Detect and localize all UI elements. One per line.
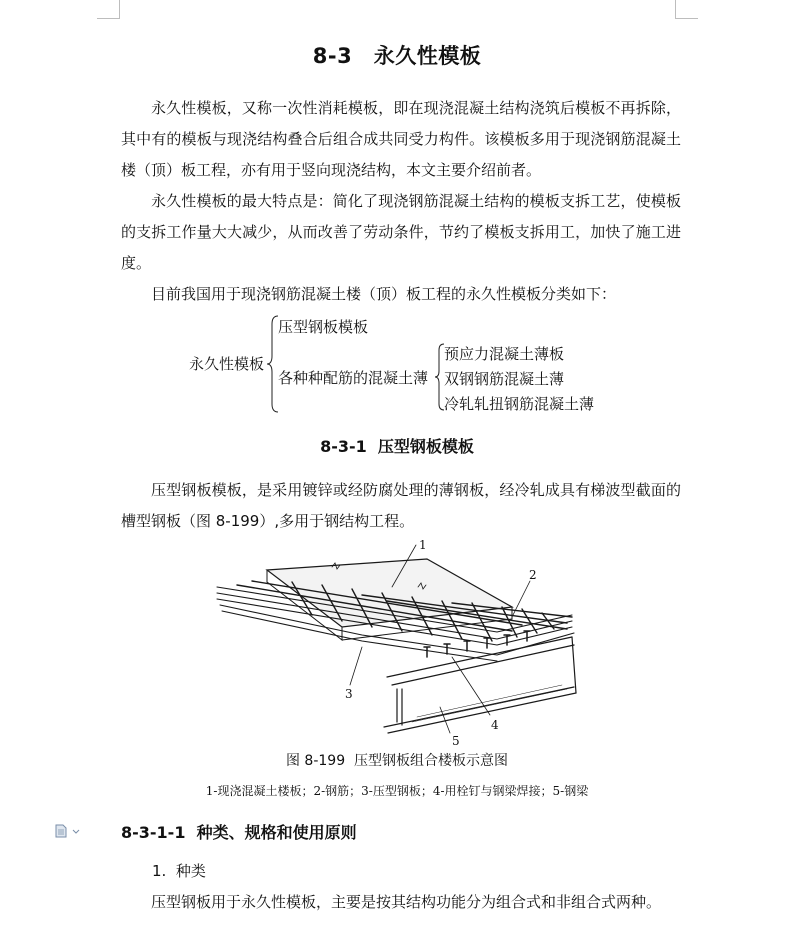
tree-leaf: 冷轧轧扭钢筋混凝土薄 — [444, 395, 595, 413]
figure-legend: 1-现浇混凝土楼板；2-钢筋；3-压型钢板；4-用栓钉与钢梁焊接；5-钢梁 — [205, 784, 589, 798]
subsection-heading: 8-3-1-1 种类、规格和使用原则 — [121, 823, 357, 842]
tree-root: 永久性模板 — [189, 355, 265, 373]
callout-5: 5 — [452, 734, 460, 747]
callout-4: 4 — [491, 718, 499, 732]
callout-1: 1 — [419, 538, 427, 552]
page-title: 8-3 永久性模板 — [312, 44, 482, 68]
steel-beam — [384, 637, 576, 733]
callout-3: 3 — [345, 687, 353, 701]
paragraph-types: 压型钢板用于永久性模板，主要是按其结构功能分为组合式和非组合式两种。 — [151, 893, 662, 911]
figure-caption: 图 8-199 压型钢板组合楼板示意图 — [285, 753, 509, 769]
tree-leaf: 预应力混凝土薄板 — [444, 345, 565, 363]
paragraph-steel-deck: 压型钢板模板，是采用镀锌或经防腐处理的薄钢板，经冷轧成具有梯波型截面的槽型钢板（图 8-199）,多用于钢结构工程。 — [121, 481, 681, 530]
tree-branch-steel: 压型钢板模板 — [278, 318, 369, 336]
tree-leaf: 双钢钢筋混凝土薄 — [444, 370, 565, 388]
crop-mark-left — [97, 0, 120, 19]
paragraph-intro: 永久性模板，又称一次性消耗模板，即在现浇混凝土结构浇筑后模板不再拆除，其中有的模板与现浇结构叠合后组合成共同受力构件。该模板多用于现浇钢筋混凝土楼（顶）板工程，亦有用于竖向现浇结构，本文主要介绍前者。 — [121, 99, 681, 179]
tree-branch-concrete: 各种种配筋的混凝土薄 — [278, 369, 429, 387]
crop-mark-right — [675, 0, 698, 19]
paragraph-features: 永久性模板的最大特点是：简化了现浇钢筋混凝土结构的模板支拆工艺，使模板的支拆工作量大大减少，从而改善了劳动条件，节约了模板支拆用工，加快了施工进度。 — [121, 192, 681, 272]
section-heading: 8-3-1 压型钢板模板 — [320, 437, 474, 456]
paragraph-classification: 目前我国用于现浇钢筋混凝土楼（顶）板工程的永久性模板分类如下： — [151, 285, 617, 303]
callout-2: 2 — [529, 568, 537, 582]
list-item-types: 1. 种类 — [152, 862, 206, 880]
document-outline-icon[interactable] — [55, 824, 81, 838]
composite-slab-figure — [212, 537, 587, 747]
